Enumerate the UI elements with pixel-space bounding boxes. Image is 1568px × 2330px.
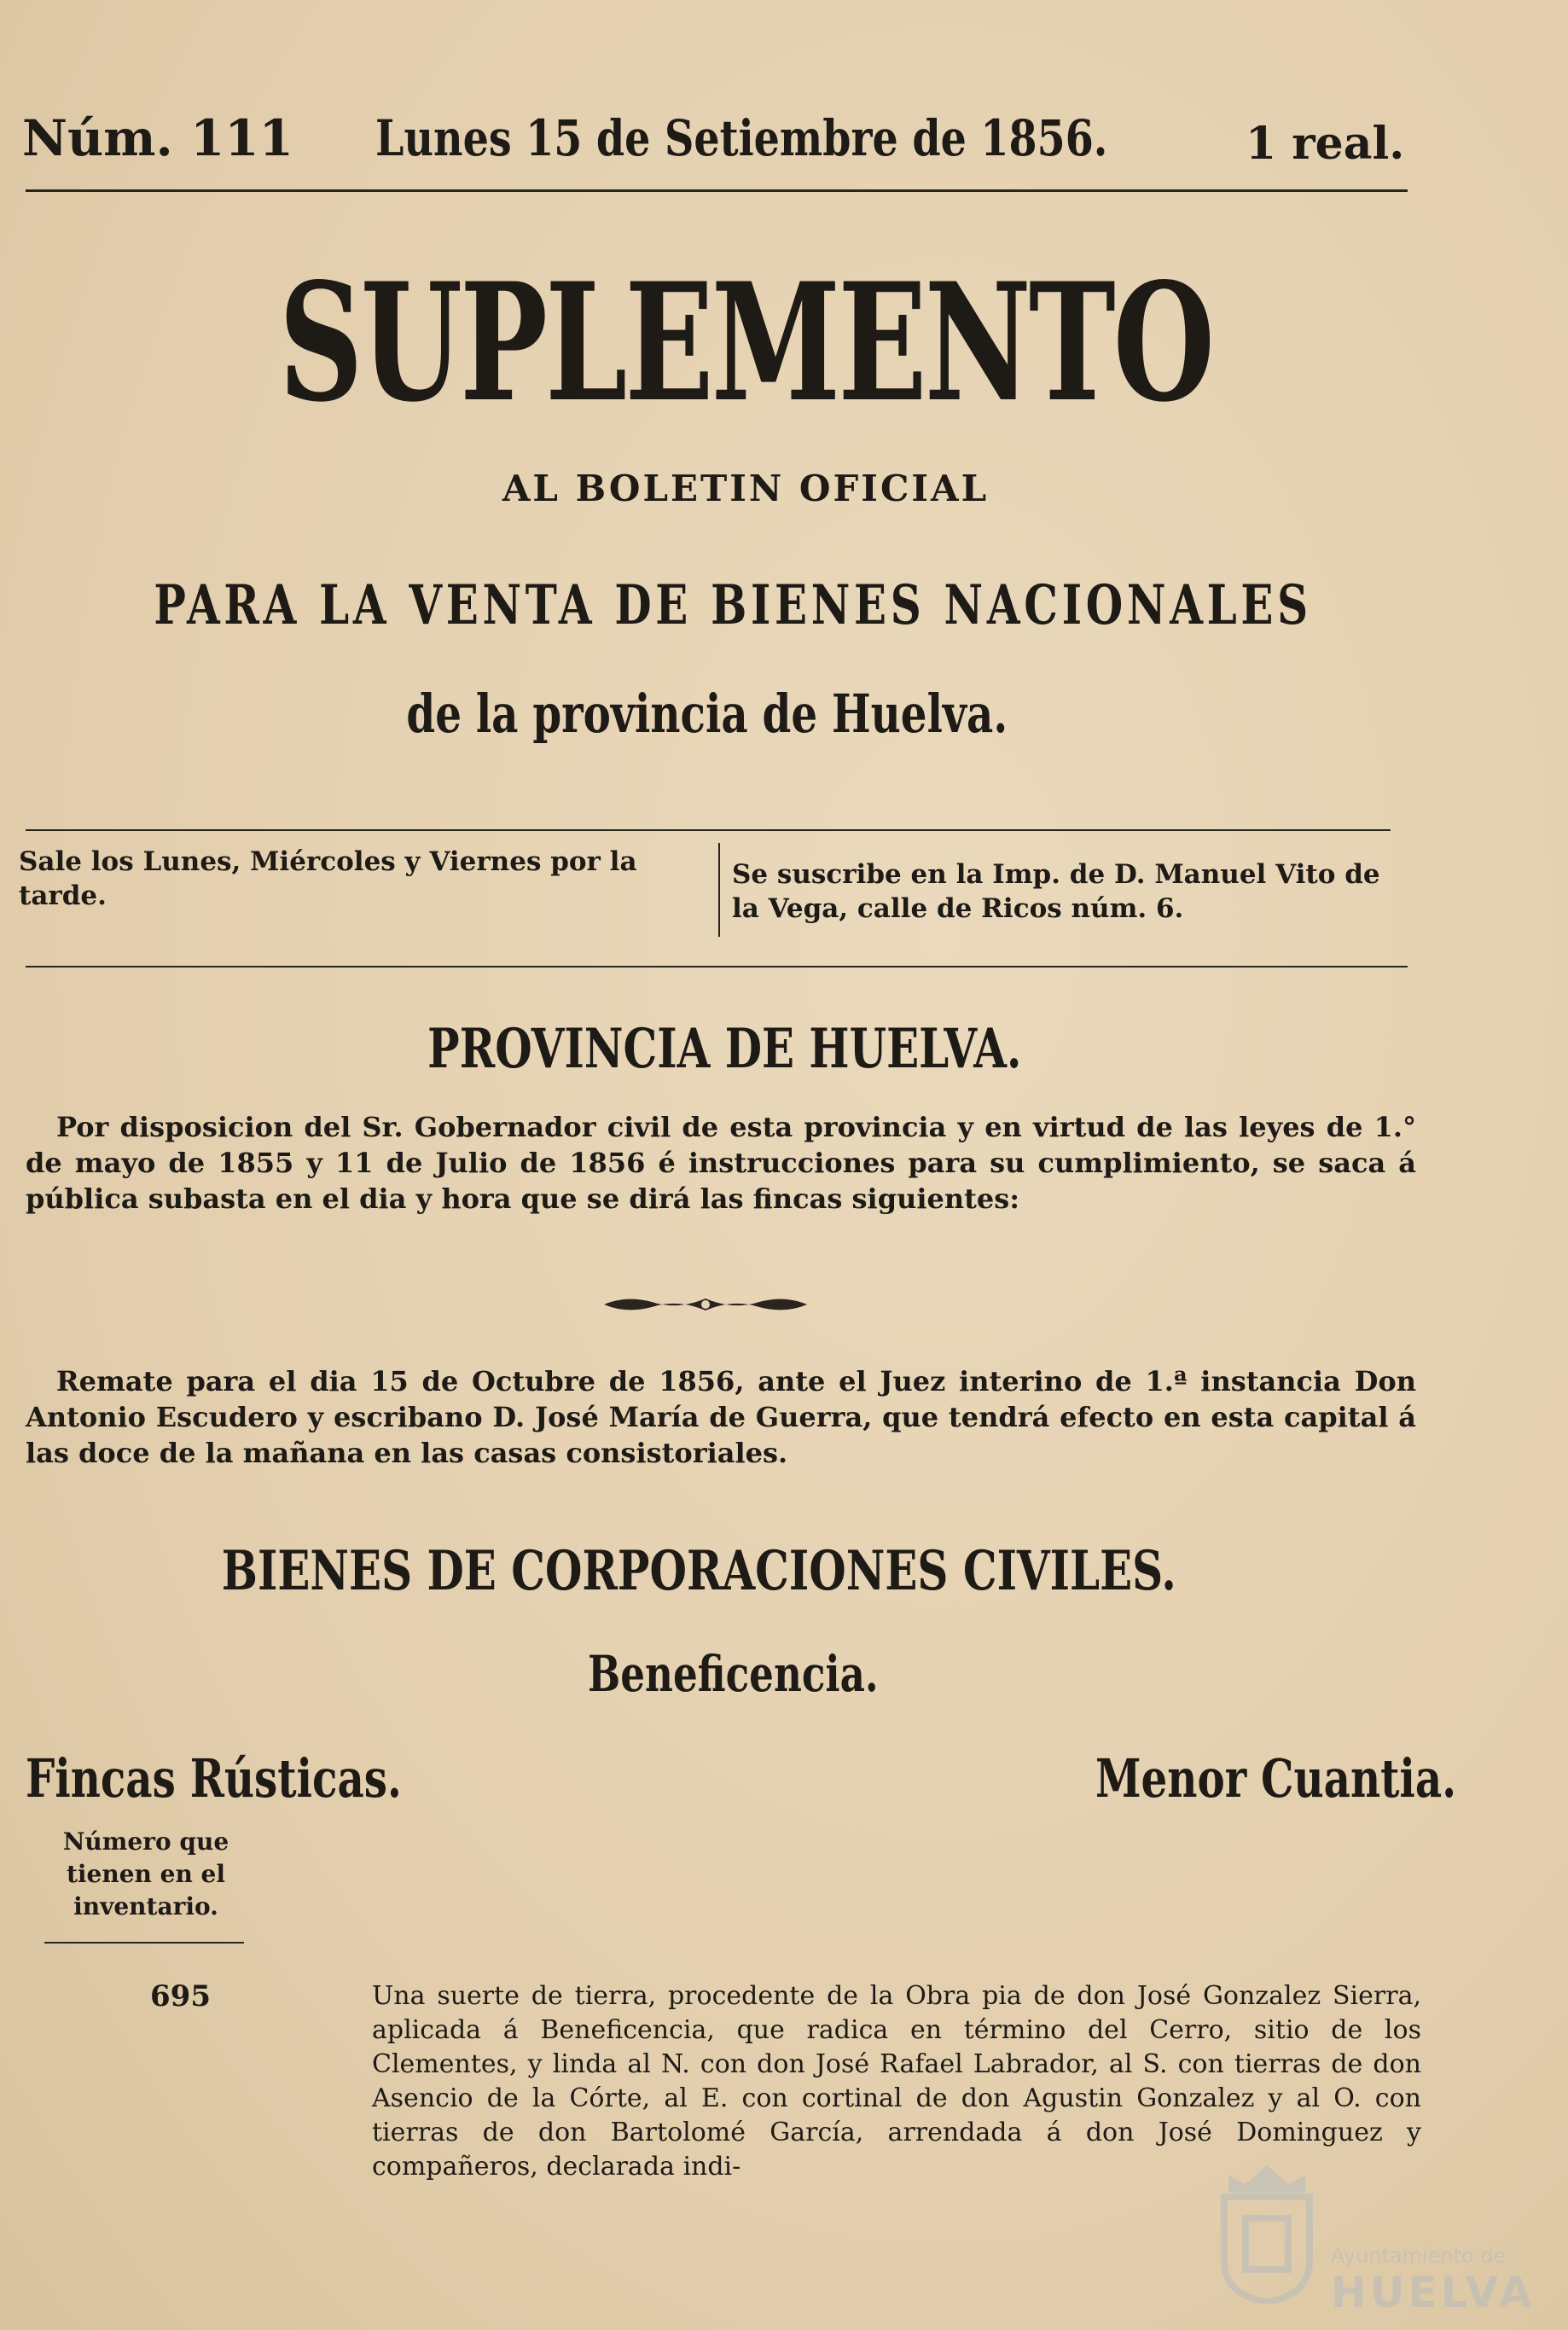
masthead-subtitle: AL BOLETIN OFICIAL <box>502 468 990 509</box>
masthead-title: SUPLEMENTO <box>278 247 1213 438</box>
subscription-info <box>732 857 1406 926</box>
masthead-rule-bottom <box>26 966 1408 967</box>
section-title-row <box>0 1017 1568 1081</box>
masthead-line3-row <box>0 683 1568 745</box>
header-rule <box>26 189 1408 192</box>
subscription-info-text: Se suscribe en la Imp. de D. Manuel Vito de la Vega, calle de Ricos núm. 6. <box>732 859 1380 924</box>
publication-schedule <box>19 845 710 913</box>
masthead-title-row <box>0 247 1568 438</box>
category-heading-row <box>0 1539 1568 1603</box>
subcategory-heading-row <box>0 1645 1568 1703</box>
issue-number: Núm. 111 <box>22 109 294 167</box>
column-label-rule <box>44 1942 244 1944</box>
issue-date: Lunes 15 de Setiembre de 1856. <box>375 109 1108 167</box>
info-divider <box>718 843 720 937</box>
entry-text: Una suerte de tierra, procedente de la Obra pia de don José Gonzalez Sierra, aplicada á Beneficencia, que radica en término del Cerro, sitio de los Clementes, y linda al N. con don José Rafael Labrador, al S. con tierras de don Asencio de la Córte, al E. con cortinal de don Agustin Gonzalez y al O. con tierras de don Bartolomé García, arrendada á don José Dominguez y compañeros, declarada indi- <box>372 1981 1421 2182</box>
issue-price: 1 real. <box>1246 118 1405 170</box>
city-crest-icon <box>1211 2159 1322 2304</box>
watermark-line1: Ayuntamiento de <box>1331 2244 1507 2268</box>
publication-schedule-text: Sale los Lunes, Miércoles y Viernes por la tarde. <box>19 846 637 911</box>
auction-paragraph: Remate para el dia 15 de Octubre de 1856, ante el Juez interino de 1.ª instancia Don Antonio Escudero y escribano D. José María de Guerra, que tendrá efecto en esta capital á las doce de la mañana en las casas consistoriales. <box>26 1365 1416 1469</box>
watermark-line2: HUELVA <box>1331 2268 1536 2317</box>
masthead-subtitle-row <box>0 468 1568 509</box>
city-watermark <box>1211 2150 1553 2321</box>
small-amount-heading: Menor Cuantia. <box>1095 1747 1457 1810</box>
section-title: PROVINCIA DE HUELVA. <box>427 1017 1022 1081</box>
intro-paragraph: Por disposicion del Sr. Gobernador civil de esta provincia y en virtud de las leyes de 1.° de mayo de 1855 y 11 de Julio de 1856 é instrucciones para su cumplimiento, se saca á pública subasta en el dia y hora que se dirá las fincas siguientes: <box>26 1111 1416 1215</box>
subcategory-heading: Beneficencia. <box>587 1645 879 1703</box>
entry-number: 695 <box>150 1979 211 2013</box>
category-heading: BIENES DE CORPORACIONES CIVILES. <box>221 1539 1176 1603</box>
masthead-rule-top <box>26 829 1391 831</box>
ornament-divider <box>601 1292 810 1317</box>
rustic-properties-heading: Fincas Rústicas. <box>26 1747 402 1810</box>
inventory-number-label: Número que tienen en el inventario. <box>62 1827 229 1920</box>
masthead-line2-row <box>0 573 1568 637</box>
masthead-line3: de la provincia de Huelva. <box>406 683 1008 745</box>
masthead-line2: PARA LA VENTA DE BIENES NACIONALES <box>154 573 1312 637</box>
